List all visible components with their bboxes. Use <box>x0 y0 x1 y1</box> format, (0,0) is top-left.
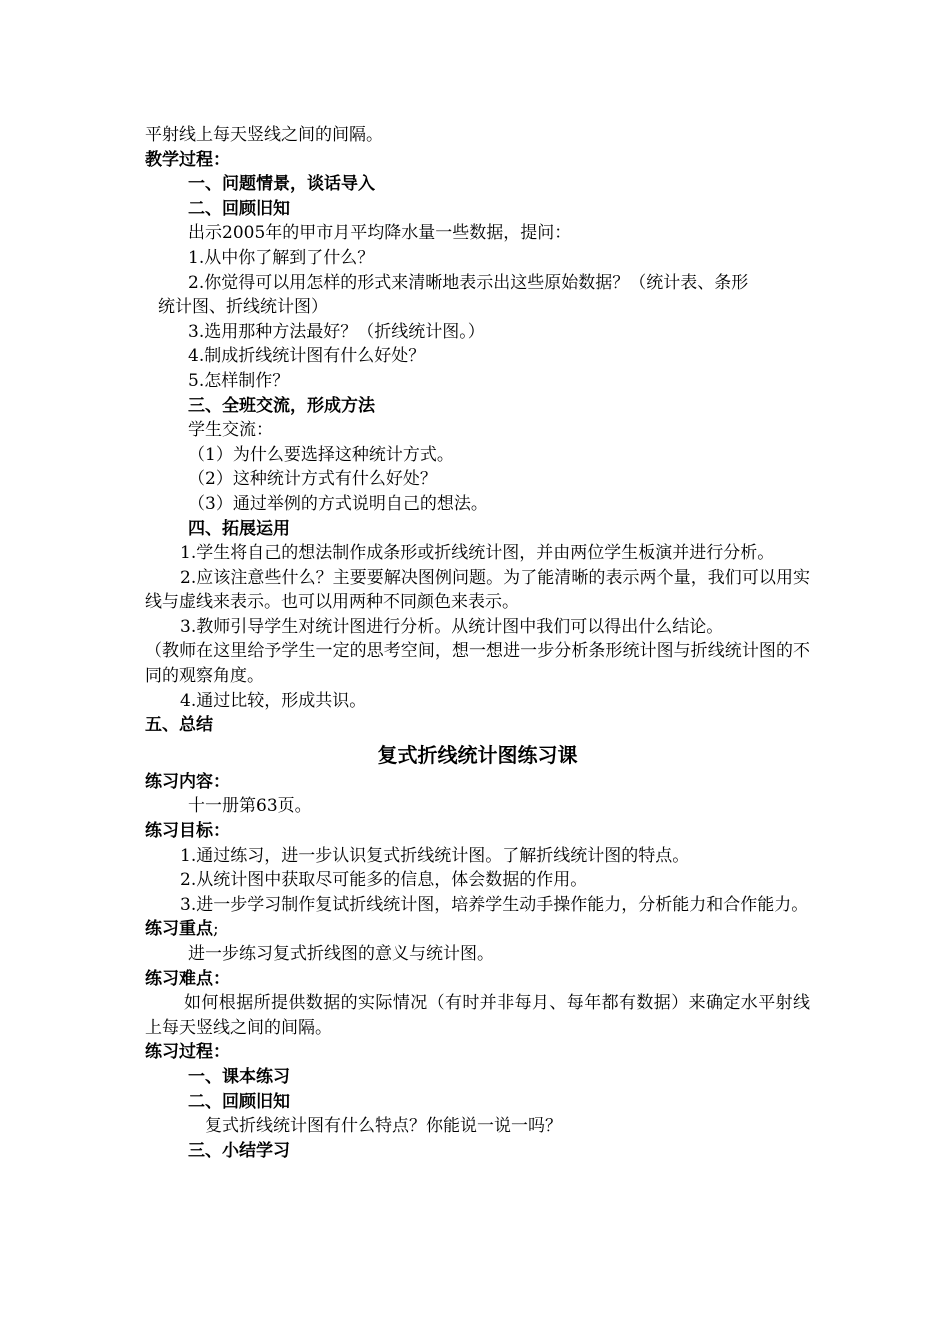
practice-content-text: 十一册第63页。 <box>188 796 312 817</box>
practice-step-2-text: 复式折线统计图有什么特点？你能说一说一吗？ <box>205 1116 562 1137</box>
section-3-point-3: （3）通过举例的方式说明自己的想法。 <box>188 493 488 514</box>
practice-step-2-heading: 二、回顾旧知 <box>188 1091 290 1112</box>
question-2-line-2: 统计图、折线统计图） <box>158 297 328 318</box>
section-4-heading: 四、拓展运用 <box>188 518 290 539</box>
question-2-line-1: 2.你觉得可以用怎样的形式来清晰地表示出这些原始数据？（统计表、条形 <box>188 272 749 293</box>
section-2-intro: 出示2005年的甲市月平均降水量一些数据，提问： <box>188 223 572 244</box>
practice-goal-3: 3.进一步学习制作复试折线统计图，培养学生动手操作能力，分析能力和合作能力。 <box>180 894 809 915</box>
question-3: 3.选用那种方法最好？（折线统计图。） <box>188 321 485 342</box>
teaching-process-heading: 教学过程： <box>145 149 230 170</box>
practice-goal-1: 1.通过练习，进一步认识复式折线统计图。了解折线统计图的特点。 <box>180 845 690 866</box>
section-4-paragraph-2: 2.应该注意些什么？主要要解决图例问题。为了能清晰的表示两个量，我们可以用实线与虚线来表示。也可以用两种不同颜色来表示。 <box>145 567 810 613</box>
practice-difficulty-text: 如何根据所提供数据的实际情况（有时并非每月、每年都有数据）来确定水平射线上每天竖线之间的间隔。 <box>145 993 810 1038</box>
section-2-heading: 二、回顾旧知 <box>188 198 290 219</box>
practice-key-heading: 练习重点 <box>145 919 213 940</box>
section-3-heading: 三、全班交流，形成方法 <box>188 395 375 416</box>
practice-goal-2: 2.从统计图中获取尽可能多的信息，体会数据的作用。 <box>180 870 588 891</box>
section-4-paragraph-3-line-1: 3.教师引导学生对统计图进行分析。从统计图中我们可以得出什么结论。 <box>180 616 724 637</box>
question-1: 1.从中你了解到了什么？ <box>188 247 375 268</box>
practice-step-3-heading: 三、小结学习 <box>188 1140 290 1161</box>
practice-goals-heading: 练习目标： <box>145 821 230 842</box>
practice-key-heading-row <box>145 917 810 942</box>
question-5: 5.怎样制作？ <box>188 370 290 391</box>
practice-process-heading: 练习过程： <box>145 1042 230 1063</box>
practice-step-1-heading: 一、课本练习 <box>188 1066 290 1087</box>
section-1-heading: 一、问题情景，谈话导入 <box>188 174 375 195</box>
practice-difficulty-heading: 练习难点： <box>145 968 230 989</box>
section-5-heading: 五、总结 <box>145 715 213 736</box>
section-3-point-2: （2）这种统计方式有什么好处？ <box>188 469 437 490</box>
document-page <box>145 123 810 1163</box>
carry-over-line: 平射线上每天竖线之间的间隔。 <box>145 125 383 145</box>
section-4-paragraph-3-rest: （教师在这里给予学生一定的思考空间，想一想进一步分析条形统计图与折线统计图的不同的观察角度。 <box>145 641 810 687</box>
section-3-point-1: （1）为什么要选择这种统计方式。 <box>188 444 454 465</box>
practice-content-heading: 练习内容： <box>145 771 230 792</box>
question-4: 4.制成折线统计图有什么好处？ <box>188 346 426 367</box>
section-4-paragraph-4: 4.通过比较，形成共识。 <box>180 690 367 711</box>
practice-key-heading-suffix: ; <box>213 919 219 940</box>
practice-key-text: 进一步练习复式折线图的意义与统计图。 <box>188 944 494 964</box>
practice-lesson-title: 复式折线统计图练习课 <box>377 742 578 767</box>
section-4-paragraph-1: 1.学生将自己的想法制作成条形或折线统计图，并由两位学生板演并进行分析。 <box>180 543 775 564</box>
section-3-intro: 学生交流： <box>188 420 273 441</box>
